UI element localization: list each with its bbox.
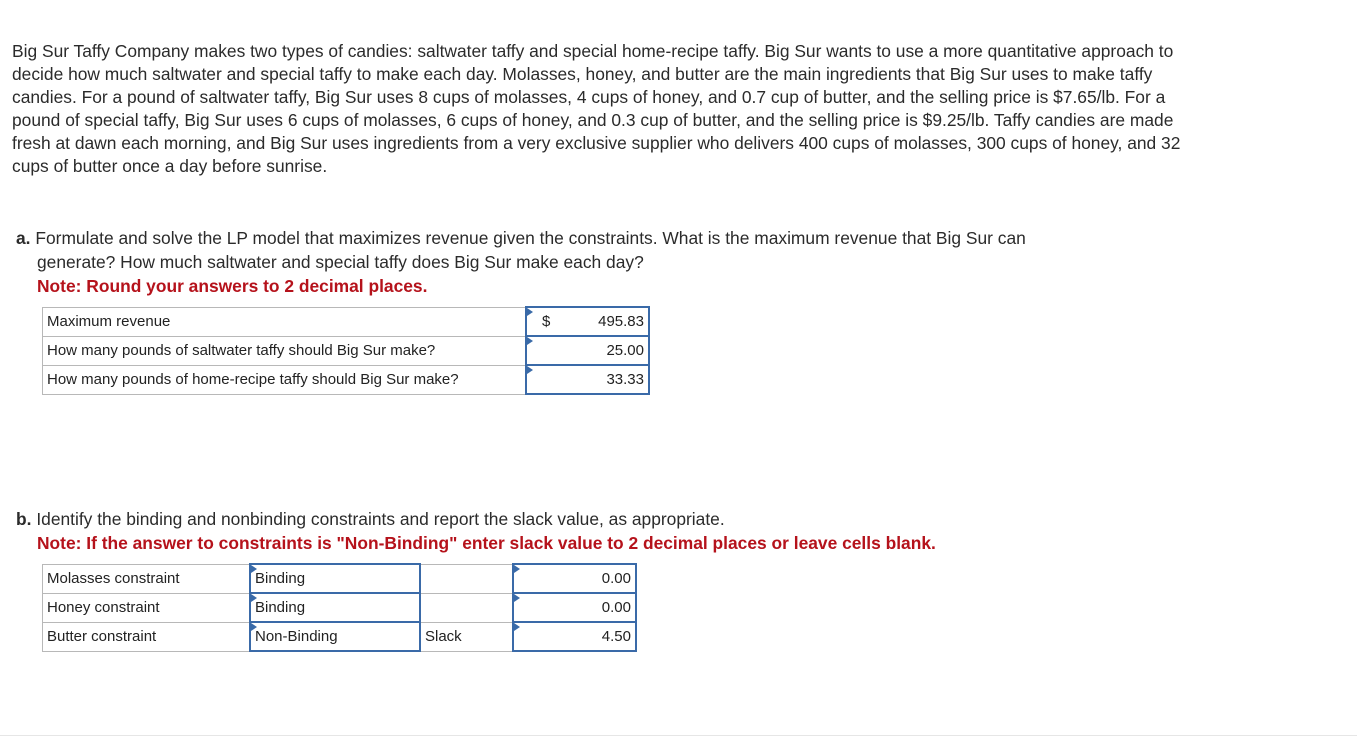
bottom-divider <box>0 735 1357 736</box>
constraint-label: Butter constraint <box>43 622 251 651</box>
input-value: 0.00 <box>601 599 631 616</box>
input-value: 33.33 <box>606 371 644 388</box>
input-value: 0.00 <box>601 570 631 587</box>
table-row <box>43 336 650 365</box>
currency-symbol: $ <box>542 313 551 330</box>
problem-statement: Big Sur Taffy Company makes two types of candies: saltwater taffy and special home-recipe taffy. Big Sur wants to use a more quantitative approach to decide how much saltwater and special taffy to make each day. Molasses, honey, and butter are the main ingredients that Big Sur uses to make taffy candies. For a pound of saltwater taffy, Big Sur uses 8 cups of molasses, 4 cups of honey, and 0.7 cup of butter, and the selling price is $7.65/lb. For a pound of special taffy, Big Sur uses 6 cups of molasses, 6 cups of honey, and 0.3 cup of butter, and the selling price is $9.25/lb. Taffy candies are made fresh at dawn each morning, and Big Sur uses ingredients from a very exclusive supplier who delivers 400 cups of molasses, 300 cups of honey, and 32 cups of butter once a day before sunrise. <box>12 41 1181 176</box>
table-row <box>43 307 650 336</box>
slack-label <box>420 564 513 593</box>
butter-status-select[interactable] <box>250 622 420 651</box>
molasses-slack-input[interactable] <box>513 564 636 593</box>
table-row <box>43 593 637 622</box>
select-value: Binding <box>255 570 306 587</box>
part-a-answer-table <box>42 306 650 395</box>
table-row <box>43 622 637 651</box>
part-a-question-line1: Formulate and solve the LP model that maximizes revenue given the constraints. What is the maximum revenue that Big Sur can <box>35 228 1026 248</box>
constraint-label: Honey constraint <box>43 593 251 622</box>
part-a-question <box>16 226 1196 298</box>
table-row <box>43 365 650 394</box>
row-label: Maximum revenue <box>43 307 527 336</box>
input-flag-icon <box>251 565 257 573</box>
slack-label <box>420 593 513 622</box>
input-flag-icon <box>527 308 533 316</box>
slack-label: Slack <box>420 622 513 651</box>
row-label: How many pounds of saltwater taffy should Big Sur make? <box>43 336 527 365</box>
home-recipe-pounds-input[interactable] <box>526 365 649 394</box>
butter-slack-input[interactable] <box>513 622 636 651</box>
input-flag-icon <box>514 565 520 573</box>
input-flag-icon <box>251 594 257 602</box>
input-flag-icon <box>514 594 520 602</box>
input-value: 4.50 <box>601 628 631 645</box>
row-label: How many pounds of home-recipe taffy should Big Sur make? <box>43 365 527 394</box>
part-b-note: Note: If the answer to constraints is "Non-Binding" enter slack value to 2 decimal places or leave cells blank. <box>37 533 936 553</box>
honey-slack-input[interactable] <box>513 593 636 622</box>
input-flag-icon <box>251 623 257 631</box>
part-a-note: Note: Round your answers to 2 decimal places. <box>37 276 428 296</box>
part-b-label: b. <box>16 509 32 529</box>
honey-status-select[interactable] <box>250 593 420 622</box>
part-a-question-line2: generate? How much saltwater and special taffy does Big Sur make each day? <box>37 252 644 272</box>
molasses-status-select[interactable] <box>250 564 420 593</box>
input-flag-icon <box>527 366 533 374</box>
part-b-question-text: Identify the binding and nonbinding constraints and report the slack value, as appropriate. <box>36 509 725 529</box>
input-flag-icon <box>514 623 520 631</box>
select-value: Non-Binding <box>255 628 338 645</box>
input-value: 495.83 <box>598 313 644 330</box>
input-value: 25.00 <box>606 342 644 359</box>
constraint-label: Molasses constraint <box>43 564 251 593</box>
max-revenue-input[interactable] <box>526 307 649 336</box>
part-b-answer-table <box>42 563 637 652</box>
saltwater-pounds-input[interactable] <box>526 336 649 365</box>
select-value: Binding <box>255 599 306 616</box>
table-row <box>43 564 637 593</box>
input-flag-icon <box>527 337 533 345</box>
part-b-question <box>16 507 1196 555</box>
part-a-label: a. <box>16 228 31 248</box>
